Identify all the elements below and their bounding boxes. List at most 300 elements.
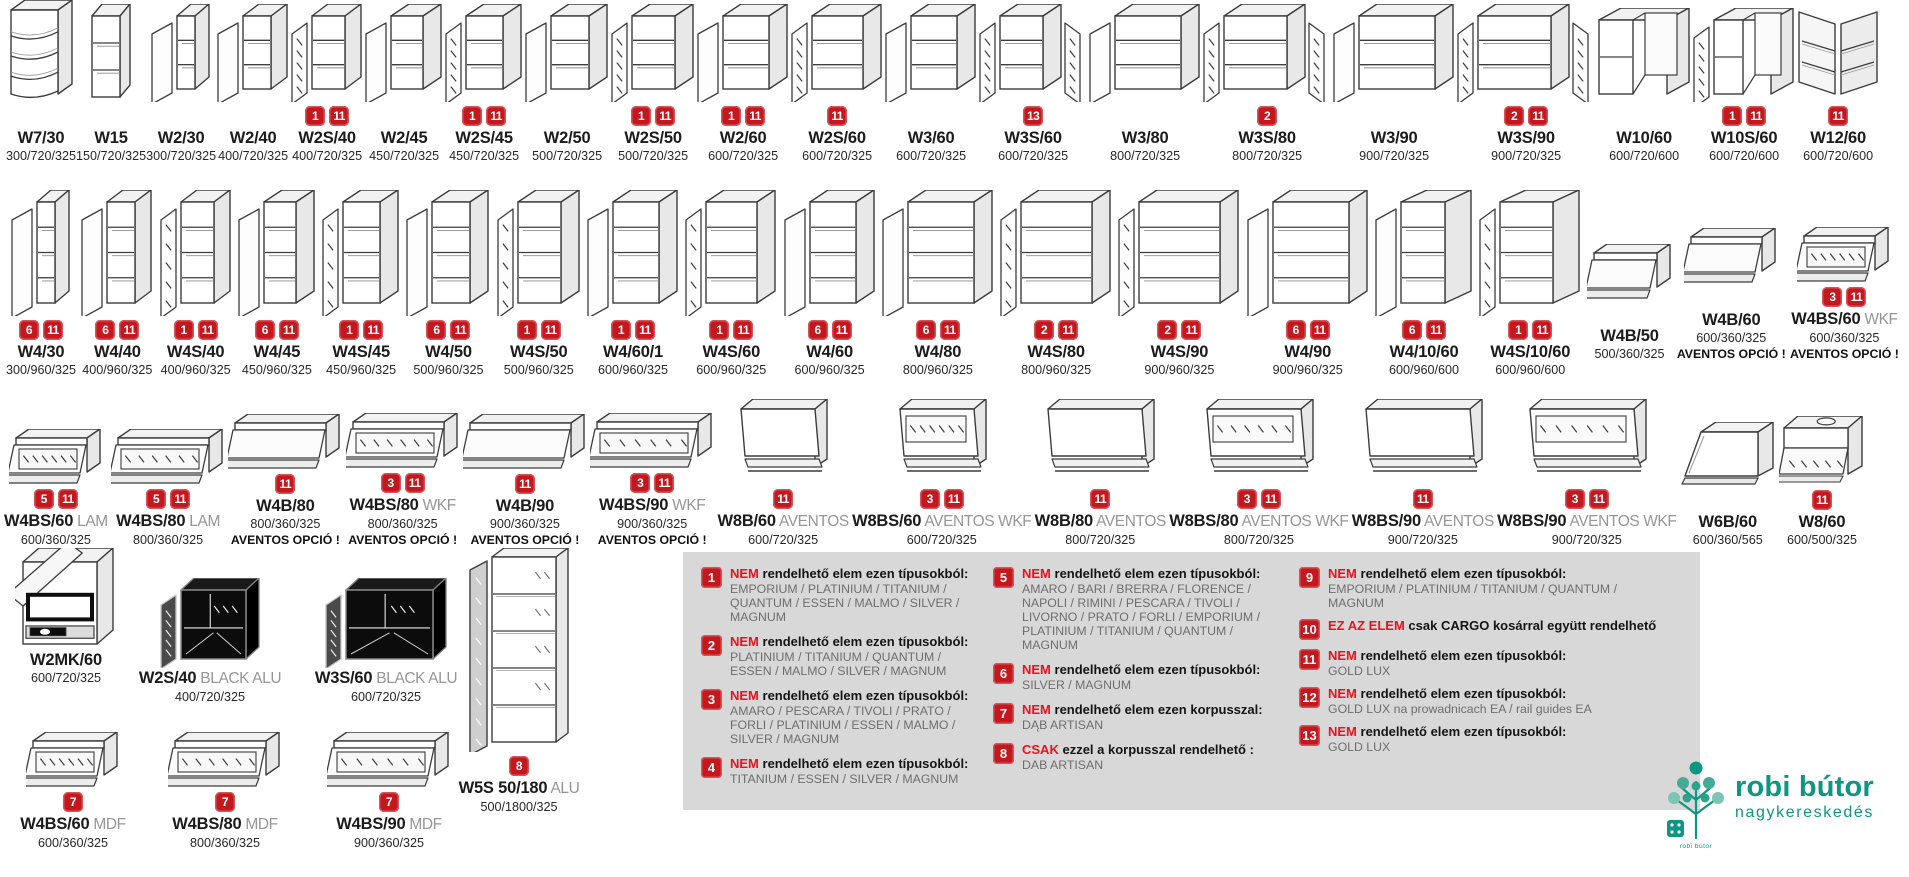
cabinet-item: [111, 393, 225, 548]
cabinet-name: [1004, 128, 1062, 148]
restriction-badges: [1413, 487, 1433, 511]
restriction-badge-2: 2: [1257, 106, 1277, 126]
cabinet-item: [80, 184, 154, 378]
cabinet-diagram: [1680, 394, 1776, 486]
cabinet-dimensions: 600/720/325: [896, 149, 967, 163]
cabinet-code: W3/90: [1370, 129, 1418, 147]
cabinet-item: [1456, 0, 1596, 164]
cabinet-dimensions: 600/720/600: [1803, 149, 1874, 163]
legend-head: rendelhető elem ezen típusokból:: [762, 756, 969, 771]
restriction-badge-11: 11: [1090, 489, 1110, 509]
restriction-badges: [215, 790, 235, 814]
cabinet-suffix: AVENTOS: [1420, 513, 1494, 530]
cabinet-code: W7/30: [17, 129, 65, 147]
cabinet-suffix: BLACK ALU: [196, 670, 282, 687]
legend-item-10: [1299, 618, 1671, 640]
cabinet-dimensions: 600/960/325: [597, 363, 669, 377]
cabinet-item-wrapper: [6, 548, 126, 686]
restriction-badge-1: 1: [709, 320, 729, 340]
restriction-badges: [631, 104, 675, 128]
legend-lead: NEM: [730, 688, 759, 703]
cabinet-dimensions: 400/720/325: [218, 149, 289, 163]
cabinet-code: W4S/90: [1150, 343, 1209, 361]
cabinet-diagram: [696, 0, 790, 102]
cabinet-item: [159, 184, 233, 378]
restriction-badges: [721, 104, 765, 128]
cabinet-name: [425, 342, 472, 362]
cabinet-diagram: [1374, 184, 1474, 316]
cabinet-name: [1490, 342, 1570, 362]
cabinet-dimensions: 500/960/325: [503, 363, 574, 377]
restriction-badges: [1237, 487, 1281, 511]
restriction-badges: [381, 471, 425, 495]
cabinet-code: W15: [94, 129, 128, 147]
cabinet-name: [18, 342, 65, 362]
legend-lead: NEM: [730, 566, 759, 581]
restriction-badges: [426, 318, 470, 342]
cabinet-diagram: [327, 732, 451, 788]
legend-text: [1328, 686, 1592, 716]
cabinet-item: [321, 184, 401, 378]
restriction-badges: [515, 472, 535, 496]
legend-head: rendelhető elem ezen típusokból:: [1360, 724, 1567, 739]
cabinet-suffix: AVENTOS WKF: [1238, 513, 1349, 530]
cabinet-item: [76, 0, 146, 164]
restriction-badge-11: 11: [119, 320, 139, 340]
legend-lead: NEM: [1328, 566, 1357, 581]
cabinet-dimensions: 500/1800/325: [480, 800, 558, 814]
legend-text: [1328, 724, 1566, 754]
cabinet-item: [237, 184, 317, 378]
restriction-badge-11: 11: [1426, 320, 1446, 340]
cabinet-diagram: [168, 732, 282, 788]
restriction-badges: [1286, 318, 1330, 342]
legend-text: [1022, 662, 1260, 692]
restriction-badge-8: 8: [509, 756, 529, 776]
cabinet-diagram: [158, 578, 262, 668]
restriction-badge-1: 1: [462, 106, 482, 126]
cabinet-suffix: LAM: [185, 513, 220, 530]
cabinet-dimensions: 800/720/325: [1065, 533, 1136, 547]
cabinet-name: [1284, 342, 1331, 362]
cabinet-item: [4, 393, 108, 548]
cabinet-dimensions: 900/720/325: [1491, 149, 1562, 163]
legend-head: rendelhető elem ezen típusokból:: [1054, 566, 1261, 581]
cabinet-name: [908, 128, 955, 148]
legend-badge-11: 11: [1299, 649, 1320, 670]
cabinet-dimensions: 900/960/325: [1144, 363, 1215, 377]
restriction-badge-7: 7: [215, 792, 235, 812]
restriction-badge-11: 11: [773, 489, 793, 509]
cabinet-name: [510, 342, 568, 362]
legend-box: [683, 552, 1700, 810]
legend-head: ezzel a korpusszal rendelhető :: [1062, 742, 1254, 757]
cabinet-item: [1374, 184, 1474, 378]
cabinet-item: [1680, 394, 1776, 548]
cabinet-diagram: [1043, 393, 1157, 485]
legend-lead: NEM: [1328, 686, 1357, 701]
cabinet-code: W4/40: [93, 343, 141, 361]
cabinet-code: W4BS/90: [599, 496, 669, 514]
restriction-badges: [1508, 318, 1552, 342]
restriction-badge-1: 1: [631, 106, 651, 126]
cabinet-item: [15, 548, 117, 686]
cabinet-diagram: [1246, 184, 1370, 316]
cabinet-name: [806, 342, 853, 362]
cabinet-item: [364, 0, 444, 164]
cabinet-suffix: MDF: [89, 816, 126, 833]
legend-head: rendelhető elem ezen típusokból:: [1360, 648, 1567, 663]
restriction-badges: [1402, 318, 1446, 342]
cabinet-code: W4S/40: [166, 343, 225, 361]
cabinet-row-1: [0, 0, 1909, 164]
legend-body: AMARO / PESCARA / TIVOLI / PRATO / FORLI / PLATINIUM / ESSEN / MALMO / SILVER / MAGNUM: [730, 704, 956, 746]
restriction-badge-11: 11: [940, 320, 960, 340]
cabinet-item: [327, 732, 451, 851]
cabinet-name: [1711, 128, 1777, 148]
cabinet-dimensions: 300/720/325: [6, 149, 77, 163]
cabinet-name: [603, 342, 663, 362]
cabinet-item: [1169, 393, 1348, 548]
cabinet-dimensions: 400/960/325: [160, 363, 231, 377]
cabinet-code: W4S/10/60: [1490, 343, 1571, 361]
cabinet-name: [852, 511, 1031, 532]
cabinet-code: W2/50: [543, 129, 591, 147]
cabinet-name: [1151, 342, 1209, 362]
cabinet-name: [1035, 511, 1166, 532]
legend-text: [1022, 742, 1254, 772]
legend-lead: NEM: [730, 756, 759, 771]
legend-badge-4: 4: [701, 757, 722, 778]
restriction-badge-11: 11: [1846, 287, 1866, 307]
cabinet-dimensions: 600/360/565: [1692, 533, 1763, 547]
cabinet-name: [381, 128, 428, 148]
cabinet-code: W4/45: [253, 343, 301, 361]
restriction-badges: [146, 487, 190, 511]
restriction-badges: [709, 318, 753, 342]
legend-head: rendelhető elem ezen típusokból:: [762, 688, 969, 703]
legend-lead: CSAK: [1022, 742, 1059, 757]
cabinet-name: [18, 128, 65, 148]
cabinet-item: [1497, 393, 1676, 548]
restriction-badge-11: 11: [1413, 489, 1433, 509]
logo-title: robi bútor: [1735, 771, 1874, 803]
legend-head: rendelhető elem ezen típusokból:: [1360, 686, 1567, 701]
legend-head: rendelhető elem ezen típusokból:: [1360, 566, 1567, 581]
logo-icon-column: [1664, 756, 1728, 850]
legend-head: csak CARGO kosárral együtt rendelhető: [1408, 618, 1657, 633]
legend-item-8: [993, 742, 1275, 772]
cabinet-name: [1371, 128, 1418, 148]
legend-body: DAB ARTISAN: [1022, 758, 1104, 772]
cabinet-code: W8BS/90: [1497, 512, 1567, 530]
legend-item-1: [701, 566, 969, 624]
restriction-badge-2: 2: [1034, 320, 1054, 340]
cabinet-code: W2S/40: [138, 669, 197, 687]
cabinet-name: [599, 495, 705, 516]
legend-item-7: [993, 702, 1275, 732]
legend-item-3: [701, 688, 969, 746]
cabinet-item: [696, 0, 790, 164]
legend-badge-2: 2: [701, 635, 722, 656]
cabinet-dimensions: 900/720/325: [1359, 149, 1430, 163]
cabinet-diagram: [586, 184, 680, 316]
cabinet-diagram: [9, 393, 103, 485]
restriction-badge-11: 11: [515, 474, 535, 494]
cabinet-code: W4BS/90: [336, 815, 406, 833]
restriction-badge-11: 11: [43, 320, 63, 340]
cabinet-item: [717, 393, 848, 548]
restriction-badge-6: 6: [95, 320, 115, 340]
restriction-badge-11: 11: [1532, 320, 1552, 340]
cabinet-dimensions: 800/720/325: [1110, 149, 1181, 163]
cabinet-name: [915, 342, 962, 362]
cabinet-diagram: [26, 732, 120, 788]
cabinet-name: [20, 814, 126, 835]
cabinet-suffix: WKF: [418, 497, 456, 514]
cabinet-item: [1587, 212, 1673, 362]
legend-body: TITANIUM / ESSEN / SILVER / MAGNUM: [730, 772, 959, 786]
restriction-badges: [462, 104, 506, 128]
restriction-badges: [1034, 318, 1078, 342]
cabinet-diagram: [290, 0, 364, 102]
cabinet-code: W4B/90: [495, 497, 555, 515]
cabinet-diagram: [159, 184, 233, 316]
legend-lead: NEM: [1022, 662, 1051, 677]
restriction-badge-11: 11: [832, 320, 852, 340]
cabinet-diagram: [111, 393, 225, 485]
cabinet-name: [167, 342, 225, 362]
cabinet-dimensions: 600/360/325: [1809, 331, 1880, 345]
cabinet-item-wrapper: [126, 578, 294, 705]
cabinet-code: W4BS/60: [4, 512, 74, 530]
legend-body: GOLD LUX na prowadnicach EA / rail guides EA: [1328, 702, 1592, 716]
restriction-badge-11: 11: [1528, 106, 1548, 126]
cabinet-item: [496, 184, 582, 378]
cabinet-item: [590, 377, 714, 548]
cabinet-dimensions: 150/720/325: [76, 149, 147, 163]
cabinet-suffix: AVENTOS WKF: [921, 513, 1032, 530]
cabinet-diagram: [6, 0, 76, 102]
cabinet-dimensions: 600/720/325: [350, 690, 422, 704]
cabinet-code: W2S/40: [298, 129, 356, 147]
cabinet-item: [684, 184, 778, 378]
restriction-badge-6: 6: [1286, 320, 1306, 340]
restriction-badge-11: 11: [405, 473, 425, 493]
cabinet-item: [884, 0, 978, 164]
restriction-badge-11: 11: [198, 320, 218, 340]
cabinet-item-wrapper: [298, 578, 474, 705]
cabinet-dimensions: 600/720/325: [906, 533, 977, 547]
cabinet-code: W4BS/80: [172, 815, 242, 833]
legend-body: PLATINIUM / TITANIUM / QUANTUM / ESSEN / MALMO / SILVER / MAGNUM: [730, 650, 947, 678]
cabinet-diagram: [1088, 0, 1202, 102]
cabinet-code: W3S/90: [1497, 129, 1555, 147]
restriction-badge-11: 11: [1828, 106, 1848, 126]
cabinet-note: AVENTOS OPCIÓ !: [1676, 347, 1786, 361]
restriction-badge-11: 11: [363, 320, 383, 340]
legend-lead: NEM: [1328, 648, 1357, 663]
legend-head: rendelhető elem ezen típusokból:: [1054, 662, 1261, 677]
cabinet-name: [1389, 342, 1458, 362]
restriction-badge-11: 11: [1181, 320, 1201, 340]
restriction-badges: [920, 487, 964, 511]
cabinet-dimensions: 400/720/325: [292, 149, 363, 163]
restriction-badge-3: 3: [1822, 287, 1842, 307]
cabinet-name: [315, 668, 457, 689]
legend-item-4: [701, 756, 969, 786]
legend-badge-3: 3: [701, 689, 722, 710]
cabinet-diagram: [790, 0, 884, 102]
restriction-badges: [1565, 487, 1609, 511]
cabinet-diagram: [89, 0, 133, 102]
cabinet-code: W4/60: [806, 343, 853, 361]
cabinet-dimensions: 400/720/325: [174, 690, 246, 704]
cabinet-item: [1790, 195, 1899, 362]
cabinet-item: [168, 732, 282, 851]
cabinet-item: [783, 184, 877, 378]
cabinet-item: [405, 184, 491, 378]
cabinet-dimensions: 600/720/325: [748, 533, 819, 547]
cabinet-dimensions: 600/960/600: [1495, 363, 1566, 377]
restriction-badges: [1504, 104, 1548, 128]
cabinet-diagram: [228, 378, 342, 470]
legend-item-13: [1299, 724, 1671, 754]
restriction-badge-1: 1: [305, 106, 325, 126]
restriction-badge-3: 3: [1237, 489, 1257, 509]
restriction-badge-11: 11: [733, 320, 753, 340]
cabinet-item: [346, 377, 460, 548]
restriction-badge-3: 3: [920, 489, 940, 509]
cabinet-diagram: [216, 0, 290, 102]
cabinet-code: W5S 50/180: [458, 779, 548, 797]
cabinet-name: [30, 650, 102, 670]
cabinet-dimensions: 450/720/325: [369, 149, 440, 163]
restriction-badges: [517, 318, 561, 342]
restriction-badges: [1812, 488, 1832, 512]
cabinet-item: [6, 184, 76, 378]
cabinet-item: [1088, 0, 1202, 164]
cabinet-note: AVENTOS OPCIÓ !: [470, 533, 580, 547]
cabinet-name: [139, 668, 281, 689]
cabinet-diagram: [1478, 184, 1582, 316]
cabinet-name: [496, 496, 554, 516]
restriction-badge-7: 7: [63, 792, 83, 812]
cabinet-suffix: AVENTOS: [1093, 513, 1166, 530]
cabinet-name: [455, 128, 513, 148]
cabinet-diagram: [590, 377, 714, 469]
legend-badge-9: 9: [1299, 567, 1320, 588]
restriction-badge-6: 6: [426, 320, 446, 340]
restriction-badge-11: 11: [1310, 320, 1330, 340]
cabinet-name: [172, 814, 278, 835]
cabinet-name: [4, 511, 108, 532]
restriction-badge-6: 6: [19, 320, 39, 340]
restriction-badge-1: 1: [611, 320, 631, 340]
cabinet-name: [94, 342, 141, 362]
cabinet-code: W4BS/60: [1791, 310, 1861, 328]
restriction-badge-11: 11: [486, 106, 506, 126]
cabinet-name: [1497, 511, 1676, 532]
cabinet-name: [332, 342, 390, 362]
cabinet-diagram: [15, 548, 117, 650]
restriction-badges: [827, 104, 847, 128]
cabinet-item: [139, 578, 281, 705]
cabinet-dimensions: 600/960/325: [696, 363, 767, 377]
restriction-badges: [630, 471, 674, 495]
cabinet-diagram: [405, 184, 491, 316]
legend-item-12: [1299, 686, 1671, 716]
cabinet-name: [336, 814, 442, 835]
restriction-badge-11: 11: [1746, 106, 1766, 126]
cabinet-dimensions: 500/720/325: [532, 149, 603, 163]
legend-column-2: [993, 566, 1275, 802]
restriction-badge-11: 11: [58, 489, 78, 509]
cabinet-name: [1497, 128, 1555, 148]
restriction-badge-3: 3: [1565, 489, 1585, 509]
cabinet-item-wrapper: [312, 732, 466, 851]
cabinet-item-wrapper: [148, 732, 302, 851]
restriction-badges: [808, 318, 852, 342]
cabinet-name: [230, 128, 277, 148]
restriction-badge-13: 13: [1023, 106, 1043, 126]
restriction-badge-11: 11: [1589, 489, 1609, 509]
cabinet-dimensions: 500/720/325: [618, 149, 689, 163]
legend-lead: NEM: [1022, 566, 1051, 581]
restriction-badges: [255, 318, 299, 342]
restriction-badge-3: 3: [381, 473, 401, 493]
cabinet-dimensions: 800/720/325: [1223, 533, 1294, 547]
cabinet-dimensions: 800/360/325: [189, 836, 261, 850]
logo: [1664, 756, 1874, 850]
legend-text: [730, 634, 969, 678]
cabinet-diagram: [150, 0, 212, 102]
cabinet-item: [459, 548, 580, 815]
legend-text: [730, 566, 969, 624]
cabinet-diagram: [684, 184, 778, 316]
restriction-badge-11: 11: [635, 320, 655, 340]
cabinet-diagram: [237, 184, 317, 316]
cabinet-row-3: [0, 378, 1909, 548]
cabinet-diagram: [1202, 0, 1332, 102]
legend-lead: NEM: [730, 634, 759, 649]
cabinet-code: W4BS/80: [116, 512, 186, 530]
cabinet-code: W3S/60: [1004, 129, 1062, 147]
restriction-badges: [19, 318, 63, 342]
cabinet-name: [94, 128, 127, 148]
cabinet-dimensions: 600/720/600: [1609, 149, 1680, 163]
cabinet-dimensions: 600/360/325: [20, 533, 91, 547]
cabinet-diagram: [1796, 0, 1880, 102]
restriction-badges: [773, 487, 793, 511]
cabinet-code: W2S/60: [808, 129, 866, 147]
cabinet-code: W4S/60: [702, 343, 761, 361]
cabinet-suffix: MDF: [241, 816, 278, 833]
cabinet-name: [256, 496, 314, 516]
restriction-badges: [174, 318, 218, 342]
restriction-badges: [509, 754, 529, 778]
legend-column-3: [1299, 566, 1671, 802]
cabinet-diagram: [463, 378, 587, 470]
cabinet-diagram: [1587, 212, 1673, 300]
cabinet-item: [315, 578, 457, 705]
legend-text: [1022, 702, 1263, 732]
cabinet-dimensions: 600/360/325: [1696, 331, 1767, 345]
cabinet-code: W4/50: [425, 343, 472, 361]
cabinet-code: W8BS/60: [852, 512, 922, 530]
cabinet-name: [254, 342, 301, 362]
cabinet-note: AVENTOS OPCIÓ !: [230, 533, 340, 547]
